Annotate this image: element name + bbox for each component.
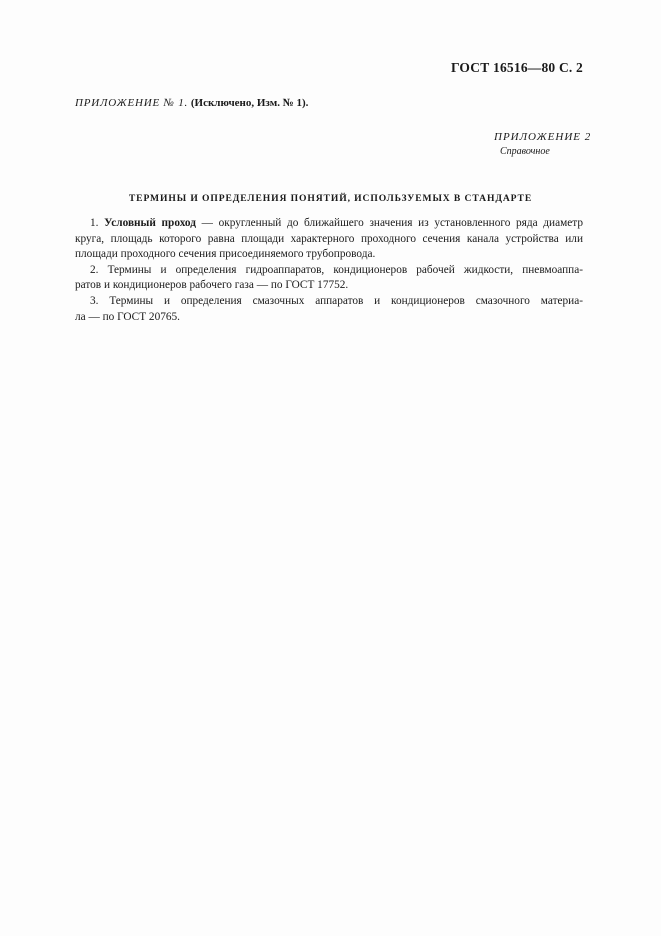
- section-title: ТЕРМИНЫ И ОПРЕДЕЛЕНИЯ ПОНЯТИЙ, ИСПОЛЬЗУЕМЫХ В СТАНДАРТЕ: [128, 193, 533, 204]
- terms-body: [75, 216, 583, 325]
- item-1-number: 1.: [90, 217, 99, 229]
- item-1-term: Условный проход: [104, 217, 196, 229]
- standard-reference: ГОСТ 16516—80 С. 2: [450, 60, 583, 75]
- item-3-line-2: ла — по ГОСТ 20765.: [75, 310, 180, 323]
- item-1-line-3: площади проходного сечения присоединяемого трубопровода.: [75, 248, 376, 261]
- annex-2-label: ПРИЛОЖЕНИЕ 2: [494, 131, 592, 143]
- item-2-line-2: ратов и кондиционеров рабочего газа — по ГОСТ 17752.: [75, 279, 349, 292]
- annex-1-label: ПРИЛОЖЕНИЕ № 1.: [75, 97, 189, 109]
- item-3-line-1: [75, 294, 583, 310]
- item-2-line-1: [75, 263, 583, 279]
- annex-2-subtitle: Справочное: [500, 146, 550, 157]
- annex-1-line: [75, 97, 308, 109]
- item-3-text-1: Термины и определения смазочных аппаратов и кондиционеров смазочного материа-: [109, 294, 583, 307]
- annex-1-note: (Исключено, Изм. № 1).: [190, 97, 309, 109]
- item-3-number: 3.: [90, 294, 99, 307]
- item-1-line-2: круга, площадь которого равна площади характерного проходного сечения канала устройства или: [75, 232, 583, 245]
- item-2-text-1: Термины и определения гидроаппаратов, кондиционеров рабочей жидкости, пневмоаппа-: [107, 263, 583, 276]
- item-1-text-1: — округленный до ближайшего значения из установленного ряда диаметр: [201, 217, 583, 229]
- item-2-number: 2.: [90, 263, 99, 276]
- item-1-line-1: [75, 216, 583, 232]
